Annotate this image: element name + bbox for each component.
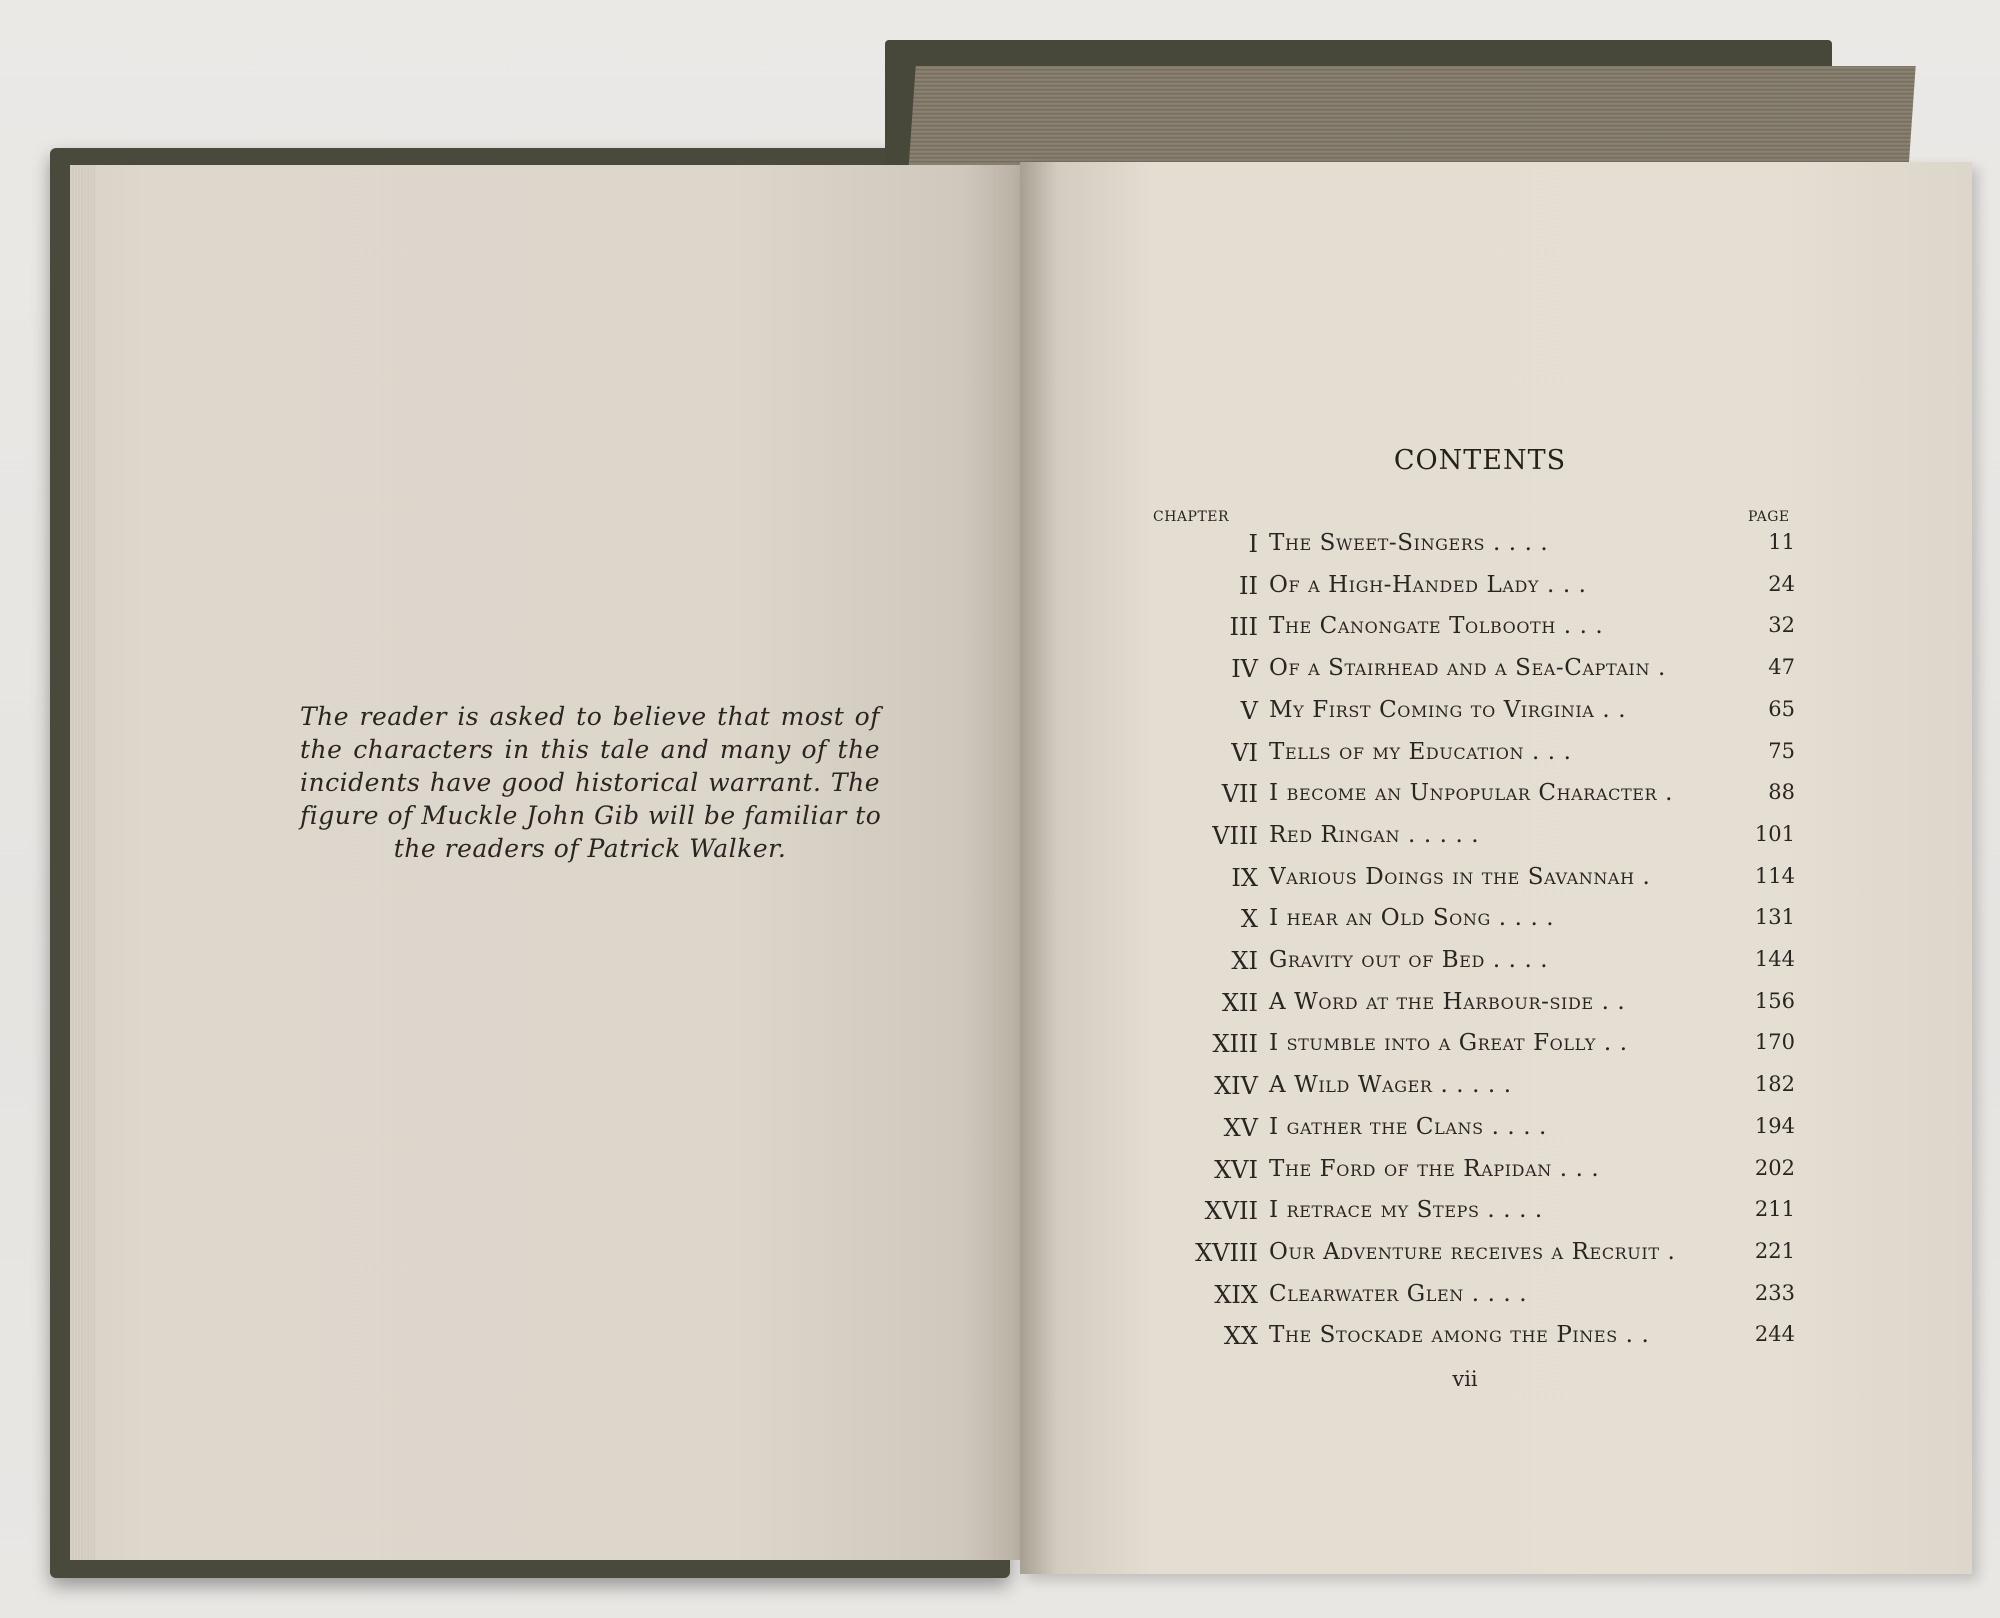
note-line: figure of Muckle John Gib will be familiar to: [300, 801, 882, 830]
contents-entry: [1130, 905, 1795, 941]
contents-entry: [1130, 1156, 1795, 1192]
chapter-number: VIII: [1212, 822, 1258, 850]
contents-entry: [1130, 613, 1795, 649]
note-line: incidents have good historical warrant. The: [300, 768, 880, 797]
note-line: The reader is asked to believe that most of: [300, 702, 880, 731]
chapter-title: I gather the Clans . . . .: [1269, 1114, 1547, 1140]
contents-entry: [1130, 1072, 1795, 1108]
chapter-page: 221: [1754, 1239, 1795, 1263]
page-column-label: PAGE: [1748, 509, 1790, 525]
chapter-page: 75: [1768, 739, 1795, 763]
chapter-title: The Ford of the Rapidan . . .: [1269, 1156, 1600, 1182]
chapter-title: Tells of my Education . . .: [1269, 739, 1572, 765]
chapter-title: The Sweet-Singers . . . .: [1269, 530, 1549, 556]
chapter-title: Our Adventure receives a Recruit .: [1269, 1239, 1676, 1265]
chapter-page: 24: [1768, 572, 1795, 596]
page-number: vii: [1452, 1367, 1478, 1391]
chapter-page: 170: [1754, 1030, 1795, 1054]
chapter-page: 88: [1768, 780, 1795, 804]
chapter-page: 114: [1754, 864, 1795, 888]
contents-entry: [1130, 822, 1795, 858]
contents-entry: [1130, 1281, 1795, 1317]
chapter-page: 244: [1754, 1322, 1795, 1346]
chapter-title: Gravity out of Bed . . . .: [1269, 947, 1549, 973]
chapter-title: I hear an Old Song . . . .: [1269, 905, 1555, 931]
chapter-number: V: [1240, 697, 1258, 725]
contents-heading: CONTENTS: [1393, 445, 1567, 476]
chapter-number: VII: [1221, 780, 1258, 808]
chapter-number: II: [1239, 572, 1258, 600]
page-edges: [908, 66, 1915, 172]
chapter-number: XV: [1223, 1114, 1258, 1142]
chapter-page: 182: [1754, 1072, 1795, 1096]
contents-entry: [1130, 530, 1795, 566]
contents-entry: [1130, 780, 1795, 816]
contents-entry: [1130, 1197, 1795, 1233]
chapter-number: XIII: [1212, 1030, 1258, 1058]
chapter-number: XI: [1231, 947, 1258, 975]
chapter-page: 211: [1754, 1197, 1795, 1221]
chapter-title: The Canongate Tolbooth . . .: [1269, 613, 1604, 639]
chapter-title: Of a High-Handed Lady . . .: [1269, 572, 1587, 598]
chapter-number: XVII: [1204, 1197, 1258, 1225]
contents-entry: [1130, 1322, 1795, 1358]
chapter-page: 202: [1754, 1156, 1795, 1180]
chapter-title: I stumble into a Great Folly . .: [1269, 1030, 1628, 1056]
historical-note: [300, 700, 880, 865]
contents-entry: [1130, 572, 1795, 608]
chapter-number: IV: [1231, 655, 1258, 683]
chapter-title: Clearwater Glen . . . .: [1269, 1281, 1528, 1307]
chapter-number: IX: [1231, 864, 1258, 892]
chapter-page: 233: [1754, 1281, 1795, 1305]
contents-entry: [1130, 989, 1795, 1025]
chapter-page: 11: [1768, 530, 1795, 554]
chapter-number: XVI: [1214, 1156, 1258, 1184]
contents-entry: [1130, 655, 1795, 691]
contents-entry: [1130, 947, 1795, 983]
chapter-number: XII: [1221, 989, 1258, 1017]
chapter-number: III: [1229, 613, 1258, 641]
chapter-number: I: [1248, 530, 1258, 558]
contents-entry: [1130, 739, 1795, 775]
chapter-number: XVIII: [1195, 1239, 1258, 1267]
chapter-page: 65: [1768, 697, 1795, 721]
contents-entry: [1130, 1239, 1795, 1275]
chapter-page: 101: [1754, 822, 1795, 846]
chapter-title: I retrace my Steps . . . .: [1269, 1197, 1543, 1223]
chapter-page: 32: [1768, 613, 1795, 637]
chapter-title: Various Doings in the Savannah .: [1269, 864, 1651, 890]
chapter-page: 144: [1754, 947, 1795, 971]
chapter-title: I become an Unpopular Character .: [1269, 780, 1673, 806]
chapter-number: X: [1240, 905, 1258, 933]
chapter-page: 156: [1754, 989, 1795, 1013]
note-line: the characters in this tale and many of the: [300, 735, 880, 764]
chapter-title: A Word at the Harbour-side . .: [1269, 989, 1626, 1015]
chapter-title: Of a Stairhead and a Sea-Captain .: [1269, 655, 1666, 681]
chapter-title: A Wild Wager . . . . .: [1269, 1072, 1512, 1098]
chapter-title: My First Coming to Virginia . .: [1269, 697, 1627, 723]
chapter-title: The Stockade among the Pines . .: [1269, 1322, 1650, 1348]
chapter-column-label: CHAPTER: [1153, 509, 1230, 525]
chapter-number: XIV: [1214, 1072, 1258, 1100]
chapter-page: 47: [1768, 655, 1795, 679]
chapter-page: 194: [1754, 1114, 1795, 1138]
chapter-title: Red Ringan . . . . .: [1269, 822, 1480, 848]
contents-entry: [1130, 864, 1795, 900]
contents-entry: [1130, 1030, 1795, 1066]
chapter-number: XIX: [1214, 1281, 1258, 1309]
note-line: the readers of Patrick Walker.: [393, 834, 787, 863]
chapter-page: 131: [1754, 905, 1795, 929]
chapter-number: XX: [1223, 1322, 1258, 1350]
contents-entry: [1130, 697, 1795, 733]
contents-entry: [1130, 1114, 1795, 1150]
chapter-number: VI: [1231, 739, 1258, 767]
